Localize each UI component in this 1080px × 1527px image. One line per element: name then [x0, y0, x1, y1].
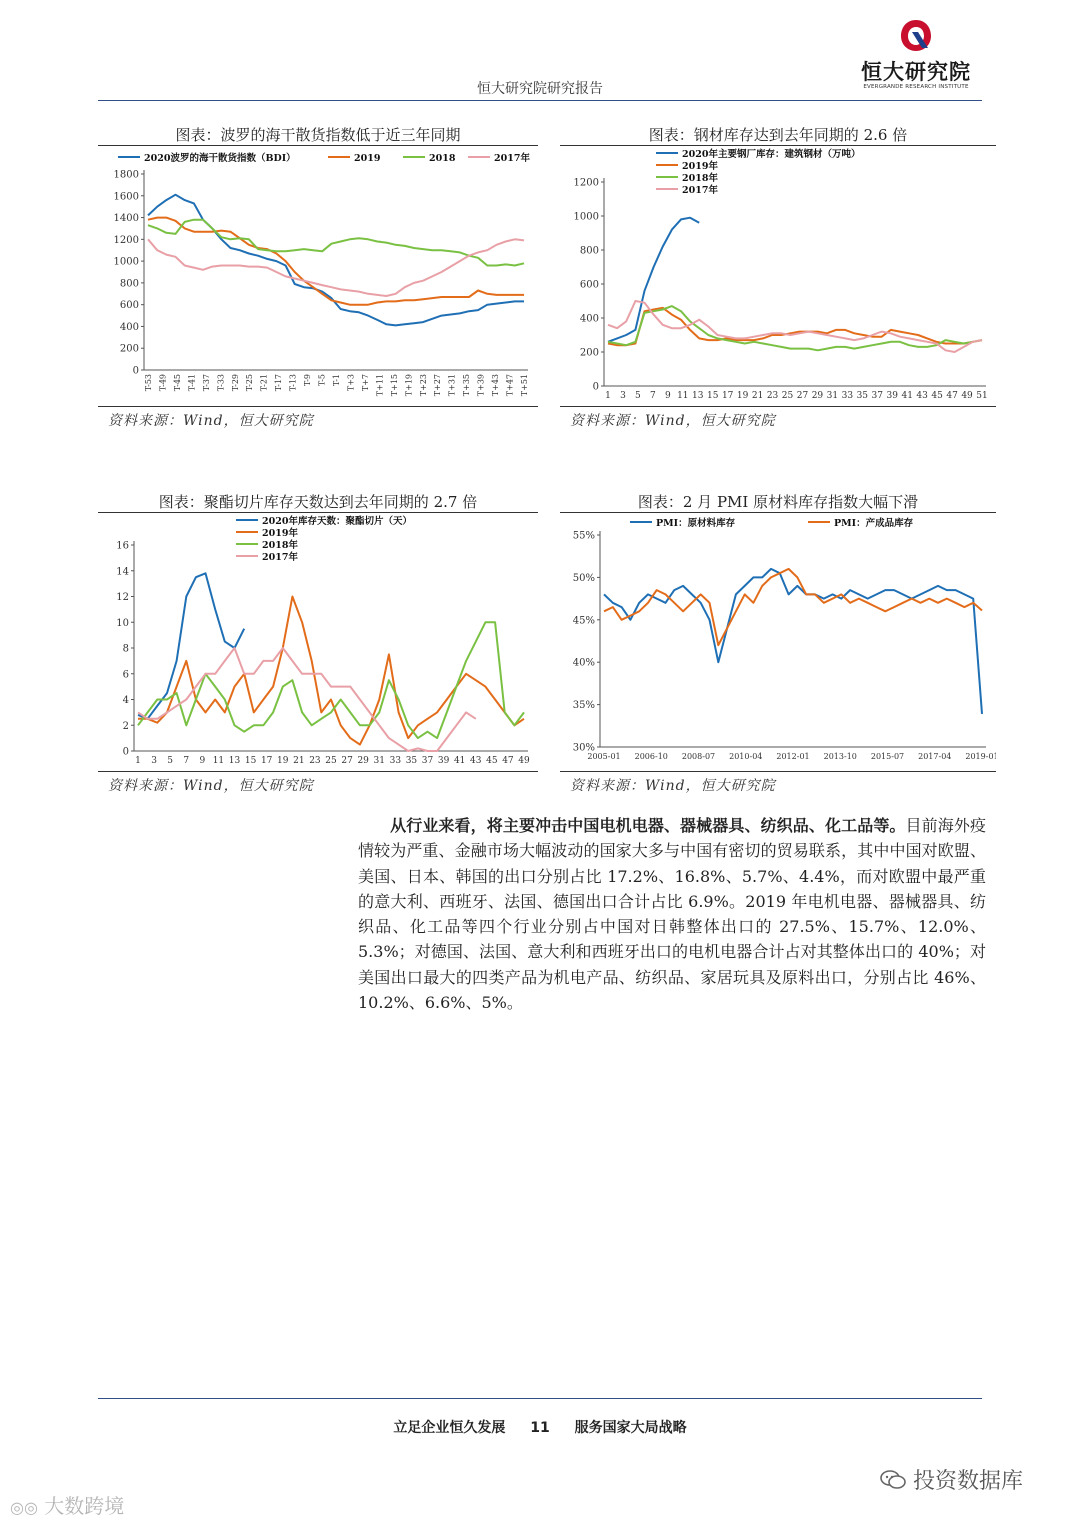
chart-1-source: 资料来源：Wind，恒大研究院: [108, 413, 314, 429]
x-tick-label: 31: [826, 391, 839, 401]
series-line-3: [148, 239, 524, 296]
y-tick-label: 12: [116, 592, 129, 603]
watermark-left: [10, 1490, 124, 1519]
legend-label: 2019年: [682, 161, 718, 172]
legend-label: 2019年: [262, 528, 298, 539]
series-line-1: [138, 597, 524, 745]
x-tick-label: 37: [871, 391, 884, 401]
series-line-0: [138, 573, 244, 719]
x-tick-label: 5: [167, 756, 174, 766]
chart-2-source: 资料来源：Wind，恒大研究院: [570, 413, 776, 429]
series-line-1: [604, 569, 982, 645]
x-tick-label: 2008-07: [681, 752, 716, 761]
watermark-right: [880, 1464, 1023, 1495]
x-tick-label: T-45: [172, 374, 182, 392]
x-tick-label: T-1: [332, 374, 341, 387]
legend-label: PMI：产成品库存: [834, 518, 914, 529]
footer-slogan-right: 服务国家大局战略: [574, 1420, 687, 1436]
x-tick-label: 49: [518, 756, 530, 766]
x-tick-label: 17: [721, 391, 734, 401]
legend-label: PMI：原材料库存: [656, 518, 736, 529]
x-tick-label: T+23: [418, 374, 428, 397]
y-tick-label: 50%: [572, 572, 595, 584]
x-tick-label: 21: [293, 756, 305, 766]
chart-4-frame: [560, 512, 996, 772]
x-tick-label: T+39: [476, 374, 486, 397]
y-tick-label: 8: [122, 643, 129, 655]
y-tick-label: 1800: [113, 169, 139, 181]
x-tick-label: T+35: [462, 374, 472, 397]
x-tick-label: 15: [244, 756, 257, 766]
x-tick-label: T+15: [389, 374, 399, 397]
x-tick-label: 29: [811, 391, 824, 401]
wechat-icon: [880, 1469, 906, 1491]
legend-label: 2019: [354, 153, 381, 164]
chart-2-frame: [560, 145, 996, 407]
x-tick-label: T+11: [375, 374, 385, 397]
x-tick-label: 19: [736, 391, 749, 401]
y-tick-label: 2: [122, 720, 129, 732]
x-tick-label: T-9: [303, 374, 313, 387]
chart-1-frame: [98, 145, 538, 407]
x-tick-label: 23: [766, 391, 779, 401]
y-tick-label: 35%: [572, 700, 595, 712]
y-tick-label: 0: [132, 365, 139, 377]
x-tick-label: 45: [486, 756, 498, 766]
x-tick-label: 1: [135, 756, 141, 766]
x-tick-label: 21: [751, 391, 764, 401]
series-line-0: [604, 569, 982, 714]
x-tick-label: T-5: [317, 374, 327, 387]
header-divider: [98, 100, 982, 101]
y-tick-label: 800: [579, 245, 599, 257]
x-tick-label: 49: [961, 391, 973, 401]
x-tick-label: 2005-01: [587, 752, 621, 761]
x-tick-label: 25: [325, 756, 337, 766]
x-tick-label: T-25: [245, 374, 255, 392]
x-tick-label: T-33: [216, 374, 226, 392]
y-tick-label: 600: [579, 279, 599, 291]
x-tick-label: 45: [931, 391, 943, 401]
x-tick-label: 2019-01: [965, 752, 996, 761]
x-tick-label: T-13: [288, 374, 298, 392]
y-tick-label: 200: [579, 347, 599, 359]
y-tick-label: 1200: [573, 177, 599, 189]
series-line-0: [148, 195, 524, 326]
x-tick-label: T+47: [505, 374, 515, 397]
series-line-0: [608, 218, 699, 342]
x-tick-label: T+7: [360, 374, 370, 392]
legend-label: 2018年: [682, 173, 718, 184]
footer-divider: [98, 1398, 982, 1399]
x-tick-label: 39: [437, 756, 450, 766]
x-tick-label: 47: [946, 391, 958, 401]
series-line-2: [148, 220, 524, 266]
x-tick-label: 1: [605, 391, 611, 401]
series-line-3: [138, 648, 476, 751]
legend-label: 2017年: [262, 552, 298, 563]
chart-3-source: 资料来源：Wind，恒大研究院: [108, 778, 314, 794]
logo-text-en: EVERGRANDE RESEARCH INSTITUTE: [863, 84, 969, 90]
y-tick-label: 1600: [113, 191, 139, 203]
y-tick-label: 200: [119, 343, 139, 355]
x-tick-label: 5: [635, 391, 641, 401]
y-tick-label: 1400: [113, 213, 139, 225]
series-line-2: [138, 622, 524, 738]
x-tick-label: T-37: [201, 374, 211, 392]
x-tick-label: 27: [341, 756, 353, 766]
x-tick-label: T-49: [158, 374, 168, 392]
x-tick-label: T+27: [433, 374, 443, 397]
x-tick-label: 39: [886, 391, 898, 401]
y-tick-label: 10: [116, 617, 129, 629]
x-tick-label: T+43: [491, 374, 501, 397]
x-tick-label: 35: [856, 391, 869, 401]
y-tick-label: 1000: [573, 211, 599, 223]
chart-1-title: 图表：波罗的海干散货指数低于近三年同期: [175, 126, 461, 144]
x-tick-label: 33: [841, 391, 854, 401]
y-tick-label: 0: [122, 746, 129, 758]
chart-3-frame: [98, 512, 538, 772]
chart-3-svg: [98, 513, 538, 769]
y-tick-label: 55%: [572, 530, 595, 542]
legend-label: 2020年库存天数：聚酯切片（天）: [262, 516, 412, 527]
x-tick-label: 41: [453, 756, 466, 766]
x-tick-label: T-21: [259, 374, 269, 392]
evergrande-logo: [860, 18, 972, 100]
x-tick-label: 37: [421, 756, 434, 766]
legend-label: 2020年主要钢厂库存：建筑钢材（万吨）: [682, 149, 861, 160]
series-line-2: [608, 306, 982, 350]
x-tick-label: 27: [796, 391, 809, 401]
x-tick-label: 11: [212, 756, 225, 766]
y-tick-label: 0: [592, 381, 599, 393]
y-tick-label: 14: [116, 566, 129, 578]
x-tick-label: 35: [405, 756, 418, 766]
x-tick-label: T-29: [230, 374, 240, 392]
x-tick-label: 13: [228, 756, 241, 766]
x-tick-label: 29: [357, 756, 369, 766]
chart-2-svg: [560, 146, 996, 404]
chart-4-source: 资料来源：Wind，恒大研究院: [570, 778, 776, 794]
x-tick-label: 31: [373, 756, 385, 766]
chart-1-svg: [98, 146, 538, 404]
x-tick-label: 2015-07: [870, 752, 905, 761]
watermark-right-text: 投资数据库: [913, 1469, 1024, 1494]
x-tick-label: 15: [706, 391, 719, 401]
paragraph-body: 目前海外疫情较为严重、金融市场大幅波动的国家大多与中国有密切的贸易联系，其中中国对欧盟、美国、日本、韩国的出口分别占比 17.2%、16.8%、5.7%、4.4%，而对欧盟中最严重的意大利、西班牙、法国、德国出口合计占比 6.9%。2019 年电机电器、器械器具、纺织品、化工品等四个行业分别占中国对日韩整体出口的 27.5%、15.7%、12.0%、5.3%；对德国、法国、意大利和西班牙出口的电机电器合计占对其整体出口的 40%；对美国出口最大的四类产品为机电产品、纺织品、家居玩具及原料出口，分别占比 46%、10.2%、6.6%、5%。: [358, 816, 986, 1013]
chart-3-title: 图表：聚酯切片库存天数达到去年同期的 2.7 倍: [158, 493, 478, 511]
x-tick-label: 2006-10: [634, 752, 668, 761]
x-tick-label: 17: [260, 756, 273, 766]
x-tick-label: T-17: [274, 374, 284, 392]
legend-label: 2018年: [262, 540, 298, 551]
x-tick-label: 3: [620, 391, 626, 401]
y-tick-label: 1000: [113, 256, 139, 268]
watermark-left-text: 大数跨境: [44, 1494, 125, 1518]
y-tick-label: 4: [122, 695, 129, 706]
y-tick-label: 40%: [572, 657, 595, 669]
x-tick-label: 7: [650, 391, 656, 401]
legend-label: 2018: [429, 153, 456, 164]
legend-label: 2020波罗的海干散货指数（BDI）: [144, 153, 296, 164]
y-tick-label: 6: [122, 669, 129, 681]
x-tick-label: 33: [389, 756, 402, 766]
y-tick-label: 400: [119, 321, 139, 333]
x-tick-label: 9: [199, 756, 206, 766]
x-tick-label: 2010-04: [729, 752, 763, 761]
series-line-1: [148, 218, 524, 305]
chart-2-title: 图表：钢材库存达到去年同期的 2.6 倍: [648, 126, 908, 144]
x-tick-label: 47: [502, 756, 514, 766]
page-footer: [0, 1417, 1080, 1437]
y-tick-label: 1200: [113, 234, 139, 246]
x-tick-label: T+3: [346, 374, 356, 392]
x-tick-label: 2017-04: [918, 752, 952, 761]
x-tick-label: 11: [677, 391, 689, 401]
x-tick-label: 9: [664, 391, 671, 401]
paragraph-lead: 从行业来看，将主要冲击中国电机电器、器械器具、纺织品、化工品等。: [390, 816, 906, 835]
x-tick-label: 2012-01: [776, 752, 810, 761]
y-tick-label: 16: [116, 540, 129, 552]
x-tick-label: T+31: [447, 374, 457, 397]
x-tick-label: 2013-10: [823, 752, 857, 761]
legend-label: 2017年: [682, 185, 718, 196]
chart-4-title: 图表：2 月 PMI 原材料库存指数大幅下滑: [637, 493, 919, 511]
y-tick-label: 45%: [572, 615, 595, 627]
y-tick-label: 30%: [572, 742, 595, 754]
x-tick-label: T+51: [520, 374, 529, 397]
x-tick-label: 43: [916, 391, 928, 401]
x-tick-label: T-53: [144, 374, 153, 392]
x-tick-label: 3: [151, 756, 157, 766]
logo-mark-icon: [898, 18, 934, 58]
report-header-title: 恒大研究院研究报告: [477, 81, 603, 97]
y-tick-label: 400: [579, 313, 599, 325]
logo-text-cn: 恒大研究院: [861, 60, 971, 84]
x-tick-label: 25: [781, 391, 794, 401]
x-tick-label: 51: [976, 391, 988, 401]
page-number: 11: [530, 1420, 550, 1436]
chart-4-svg: [560, 513, 996, 769]
x-tick-label: T-41: [187, 374, 197, 392]
x-tick-label: 7: [183, 756, 190, 766]
x-tick-label: T+19: [404, 374, 414, 397]
y-tick-label: 800: [119, 278, 139, 290]
x-tick-label: 43: [470, 756, 482, 766]
y-tick-label: 600: [119, 300, 139, 312]
watermark-left-icon: ◎◎: [10, 1498, 38, 1517]
x-tick-label: 19: [277, 756, 289, 766]
analysis-paragraph: [358, 813, 986, 1015]
x-tick-label: 13: [692, 391, 704, 401]
x-tick-label: 23: [309, 756, 321, 766]
footer-slogan-left: 立足企业恒久发展: [393, 1420, 506, 1436]
x-tick-label: 41: [901, 391, 913, 401]
series-line-1: [608, 308, 982, 345]
legend-label: 2017年: [494, 153, 530, 164]
